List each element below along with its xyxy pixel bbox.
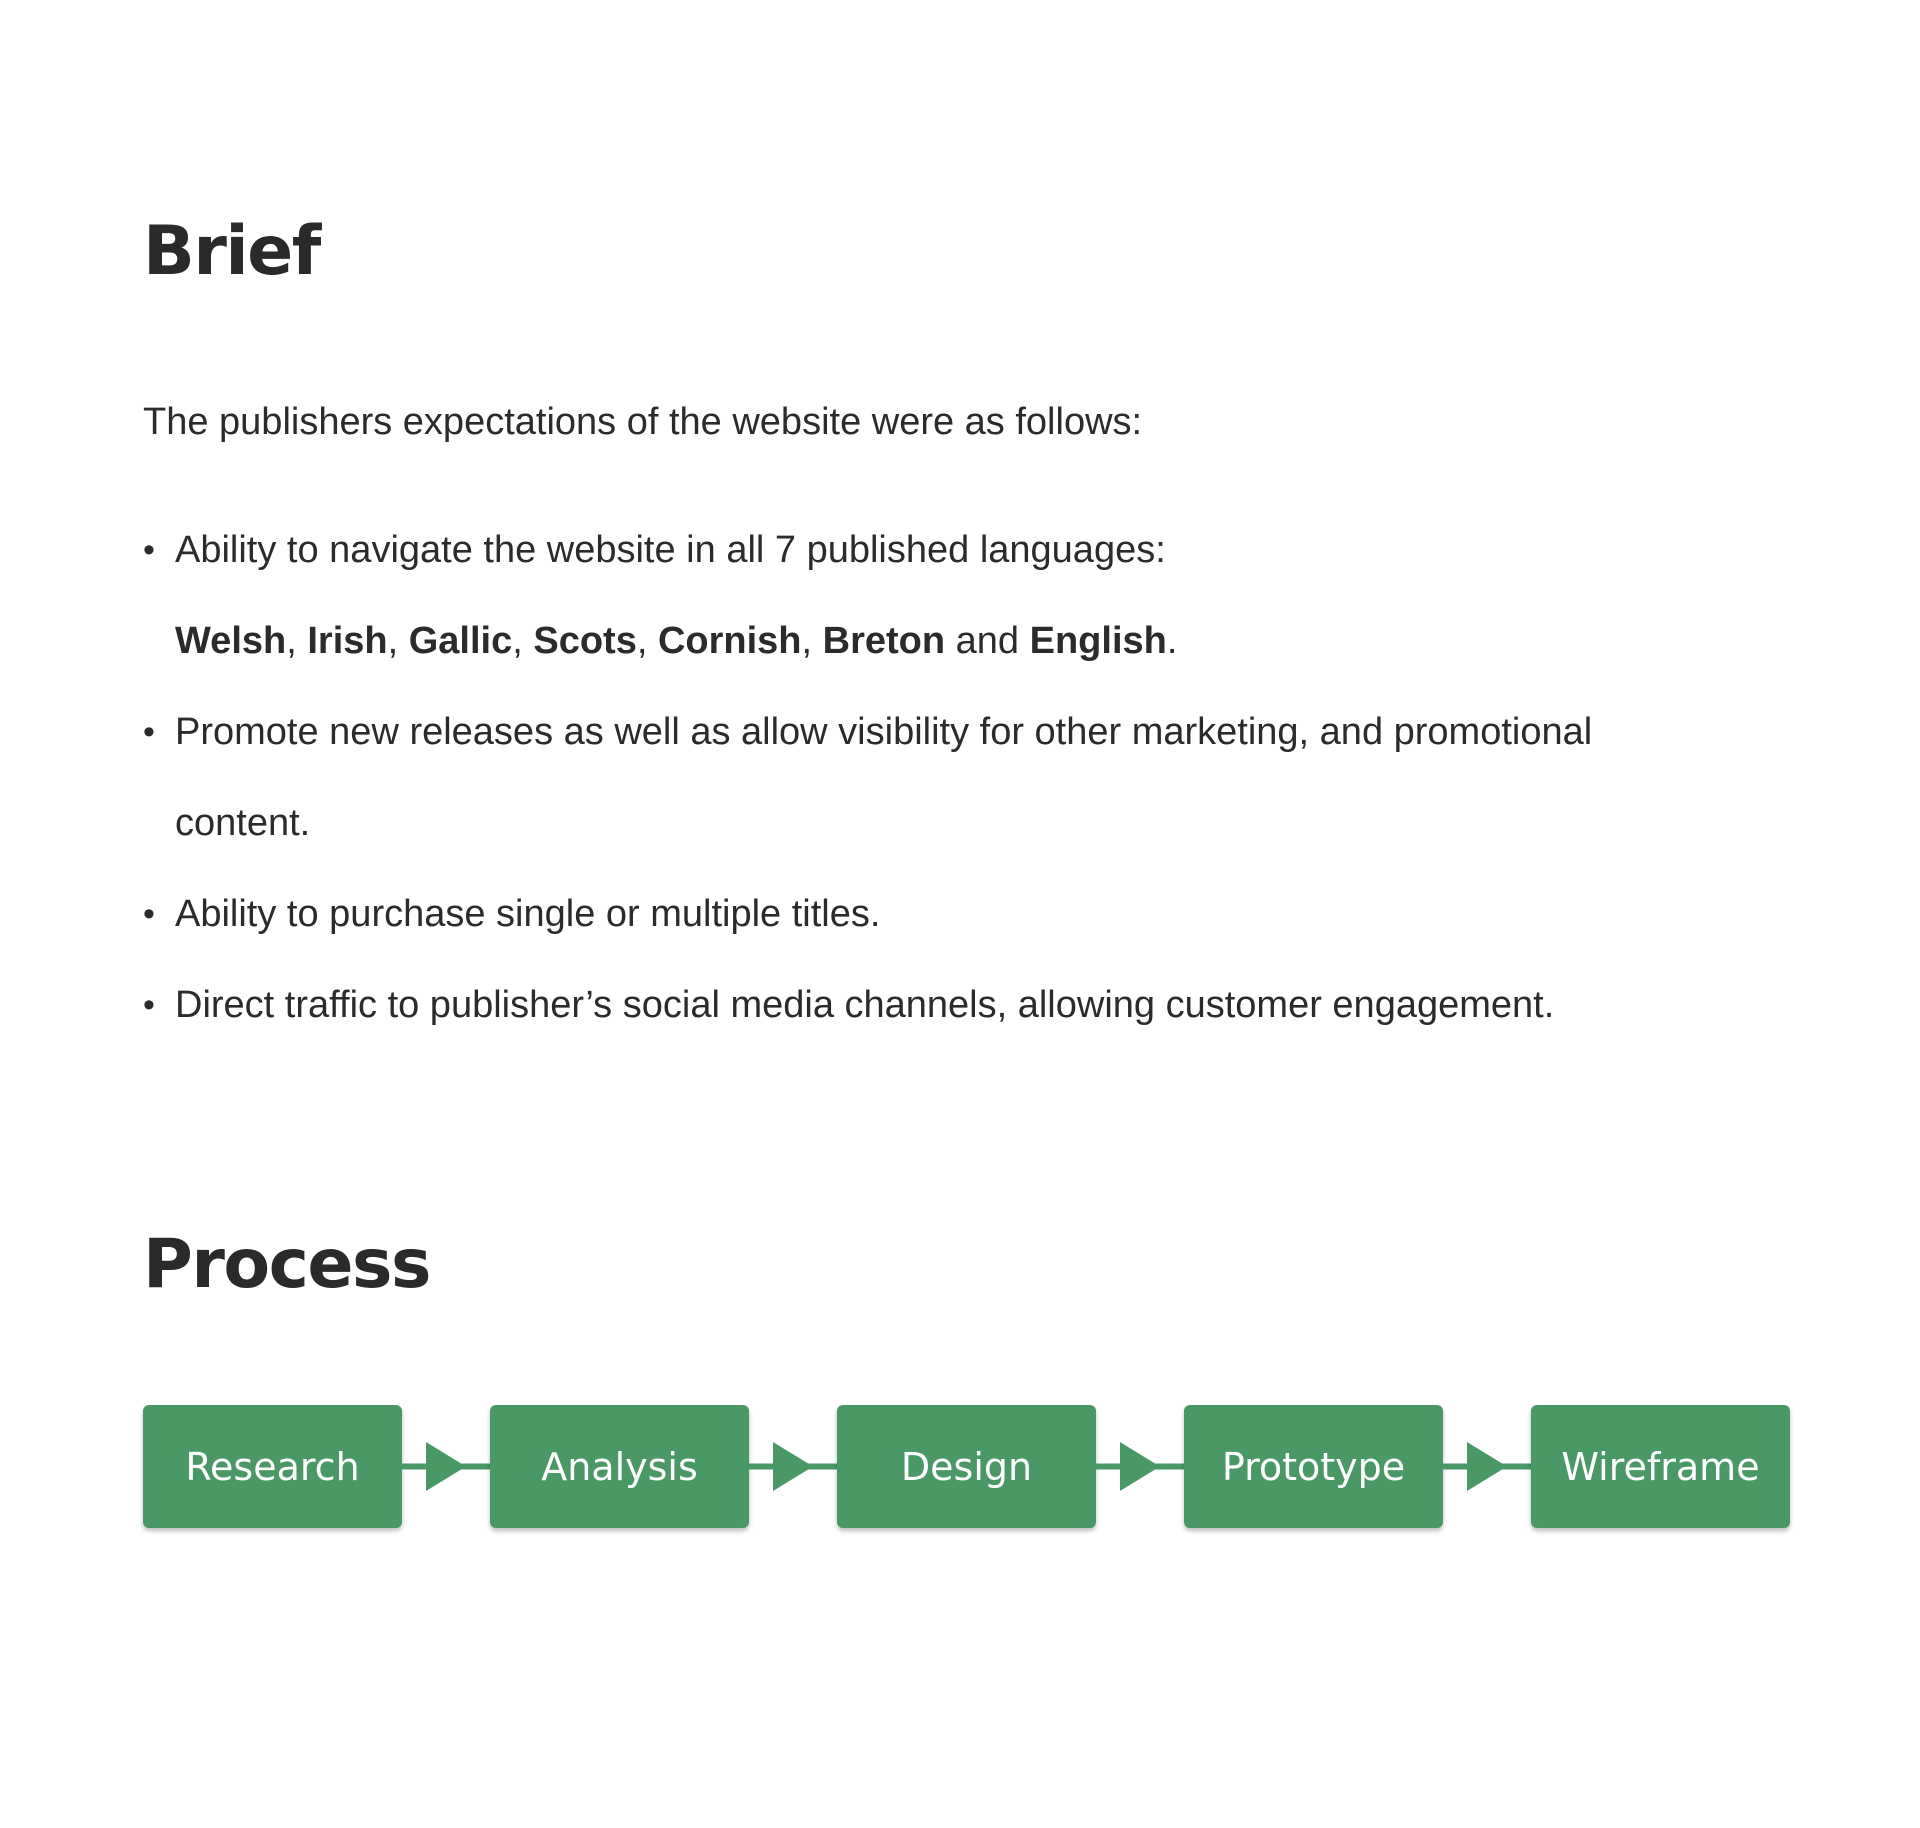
bullet-icon: • [143,713,155,751]
process-heading: Process [143,1225,430,1304]
language-cornish: Cornish [657,620,802,662]
bullet-icon: • [143,531,155,569]
bullet-icon: • [143,986,155,1024]
list-item [143,505,1783,596]
language-breton: Breton [822,620,946,662]
arrow-right-icon [1096,1405,1184,1528]
process-step-research: Research [143,1405,402,1528]
list-item [143,960,1783,1051]
language-scots: Scots [533,620,637,662]
list-item [143,687,1783,778]
list-item-text: Ability to navigate the website in all 7 published languages: [175,529,1166,571]
brief-list [143,505,1783,1051]
language-line: Welsh, Irish, Gallic, Scots, Cornish, Breton and English. [175,620,1178,662]
language-english: English [1029,620,1167,662]
arrow-right-icon [1443,1405,1531,1528]
list-item-text: Direct traffic to publisher’s social media channels, allowing customer engagement. [175,984,1555,1026]
process-step-prototype: Prototype [1184,1405,1443,1528]
list-item-continuation [143,778,1783,869]
language-gallic: Gallic [408,620,513,662]
process-step-design: Design [837,1405,1096,1528]
arrow-right-icon [402,1405,490,1528]
list-item-text: content. [175,802,311,844]
language-welsh: Welsh [175,620,287,662]
language-conjunction: and [955,620,1020,662]
process-step-wireframe: Wireframe [1531,1405,1790,1528]
process-step-analysis: Analysis [490,1405,749,1528]
brief-intro: The publishers expectations of the website were as follows: [143,401,1143,443]
brief-heading: Brief [143,212,320,291]
language-irish: Irish [307,620,388,662]
list-item-text: Ability to purchase single or multiple titles. [175,893,881,935]
process-flow [143,1405,1788,1530]
arrow-right-icon [749,1405,837,1528]
list-item [143,869,1783,960]
list-item-text: Promote new releases as well as allow visibility for other marketing, and promotional [175,711,1593,753]
bullet-icon: • [143,895,155,933]
